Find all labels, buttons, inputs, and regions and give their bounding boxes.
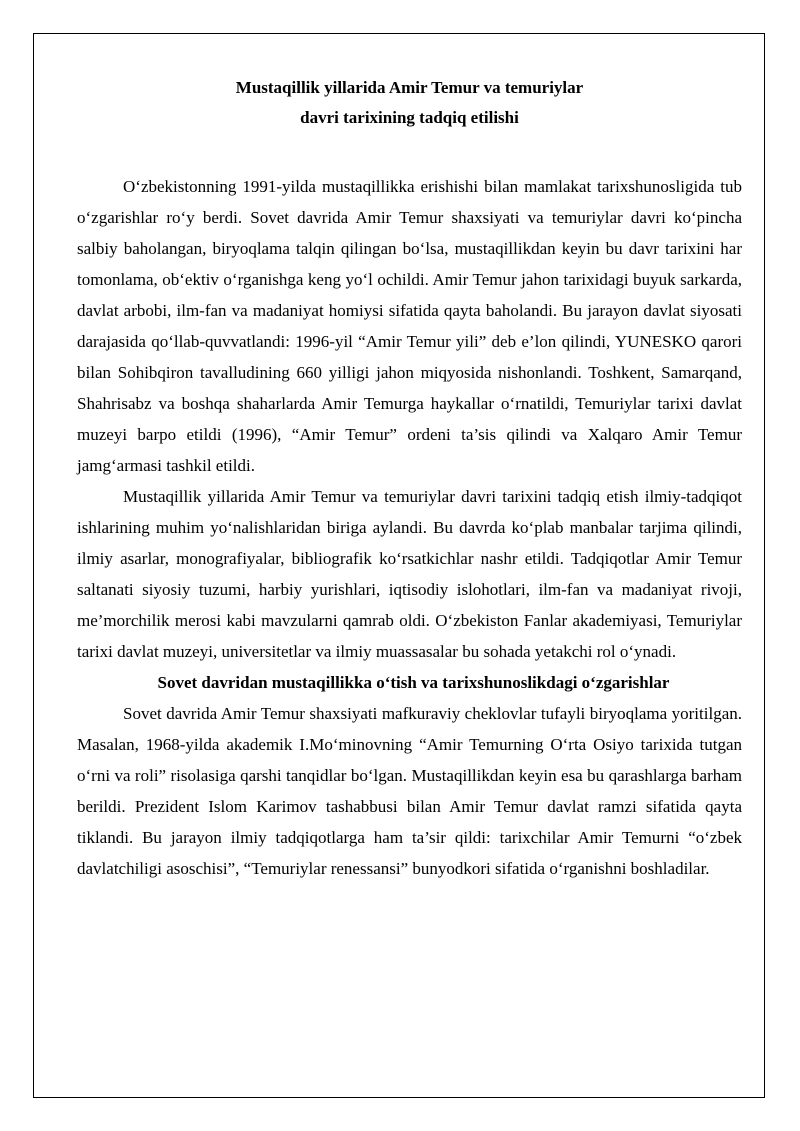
paragraph-research: Mustaqillik yillarida Amir Temur va temuriylar davri tarixini tadqiq etish ilmiy-tadqiqot ishlarining muhim yo‘nalishlaridan biriga aylandi. Bu davrda ko‘plab manbalar tarjima qilindi, ilmiy asarlar, monografiyalar, bibliografik ko‘rsatkichlar nashr etildi. Tadqiqotlar Amir Temur saltanati siyosiy tuzumi, harbiy yurishlari, iqtisodiy islohotlari, ilm-fan va madaniyat rivoji, me’morchilik merosi kabi mavzularni qamrab oldi. O‘zbekiston Fanlar akademiyasi, Temuriylar tarixi davlat muzeyi, universitetlar va ilmiy muassasalar bu sohada yetakchi rol o‘ynadi. xyxy=(77,487,742,661)
section-heading: Sovet davridan mustaqillikka o‘tish va tarixshunoslikdagi o‘zgarishlar xyxy=(157,673,670,692)
document-title xyxy=(77,73,742,133)
paragraph-intro: O‘zbekistonning 1991-yilda mustaqillikka erishishi bilan mamlakat tarixshunosligida tub o‘zgarishlar ro‘y berdi. Sovet davrida Amir Temur shaxsiyati va temuriylar davri ko‘pincha salbiy baholangan, biryoqlama talqin qilingan bo‘lsa, mustaqillikdan keyin bu davr tarixini har tomonlama, ob‘ektiv o‘rganishga keng yo‘l ochildi. Amir Temur jahon tarixidagi buyuk sarkarda, davlat arbobi, ilm-fan va madaniyat homiysi sifatida qayta baholandi. Bu jarayon davlat siyosati darajasida qo‘llab-quvvatlandi: 1996-yil “Amir Temur yili” deb e’lon qilindi, YUNESKO qarori bilan Sohibqiron tavalludining 660 yilligi jahon miqyosida nishonlandi. Toshkent, Samarqand, Shahrisabz va boshqa shaharlarda Amir Temurga haykallar o‘rnatildi, Temuriylar tarixi davlat muzeyi barpo etildi (1996), “Amir Temur” ordeni ta’sis qilindi va Xalqaro Amir Temur jamg‘armasi tashkil etildi. xyxy=(77,177,742,475)
paragraph-soviet-period: Sovet davrida Amir Temur shaxsiyati mafkuraviy cheklovlar tufayli biryoqlama yoritilgan. Masalan, 1968-yilda akademik I.Mo‘minovning “Amir Temurning O‘rta Osiyo tarixida tutgan o‘rni va roli” risolasiga qarshi tanqidlar bo‘lgan. Mustaqillikdan keyin esa bu qarashlarga barham berildi. Prezident Islom Karimov tashabbusi bilan Amir Temur davlat ramzi sifatida qayta tiklandi. Bu jarayon ilmiy tadqiqotlarga ham ta’sir qildi: tarixchilar Amir Temurni “o‘zbek davlatchiligi asoschisi”, “Temuriylar renessansi” bunyodkori sifatida o‘rganishni boshladilar. xyxy=(77,704,742,878)
title-line-1: Mustaqillik yillarida Amir Temur va temuriylar xyxy=(235,78,584,97)
title-line-2: davri tarixining tadqiq etilishi xyxy=(300,108,519,127)
document-body xyxy=(77,73,742,884)
